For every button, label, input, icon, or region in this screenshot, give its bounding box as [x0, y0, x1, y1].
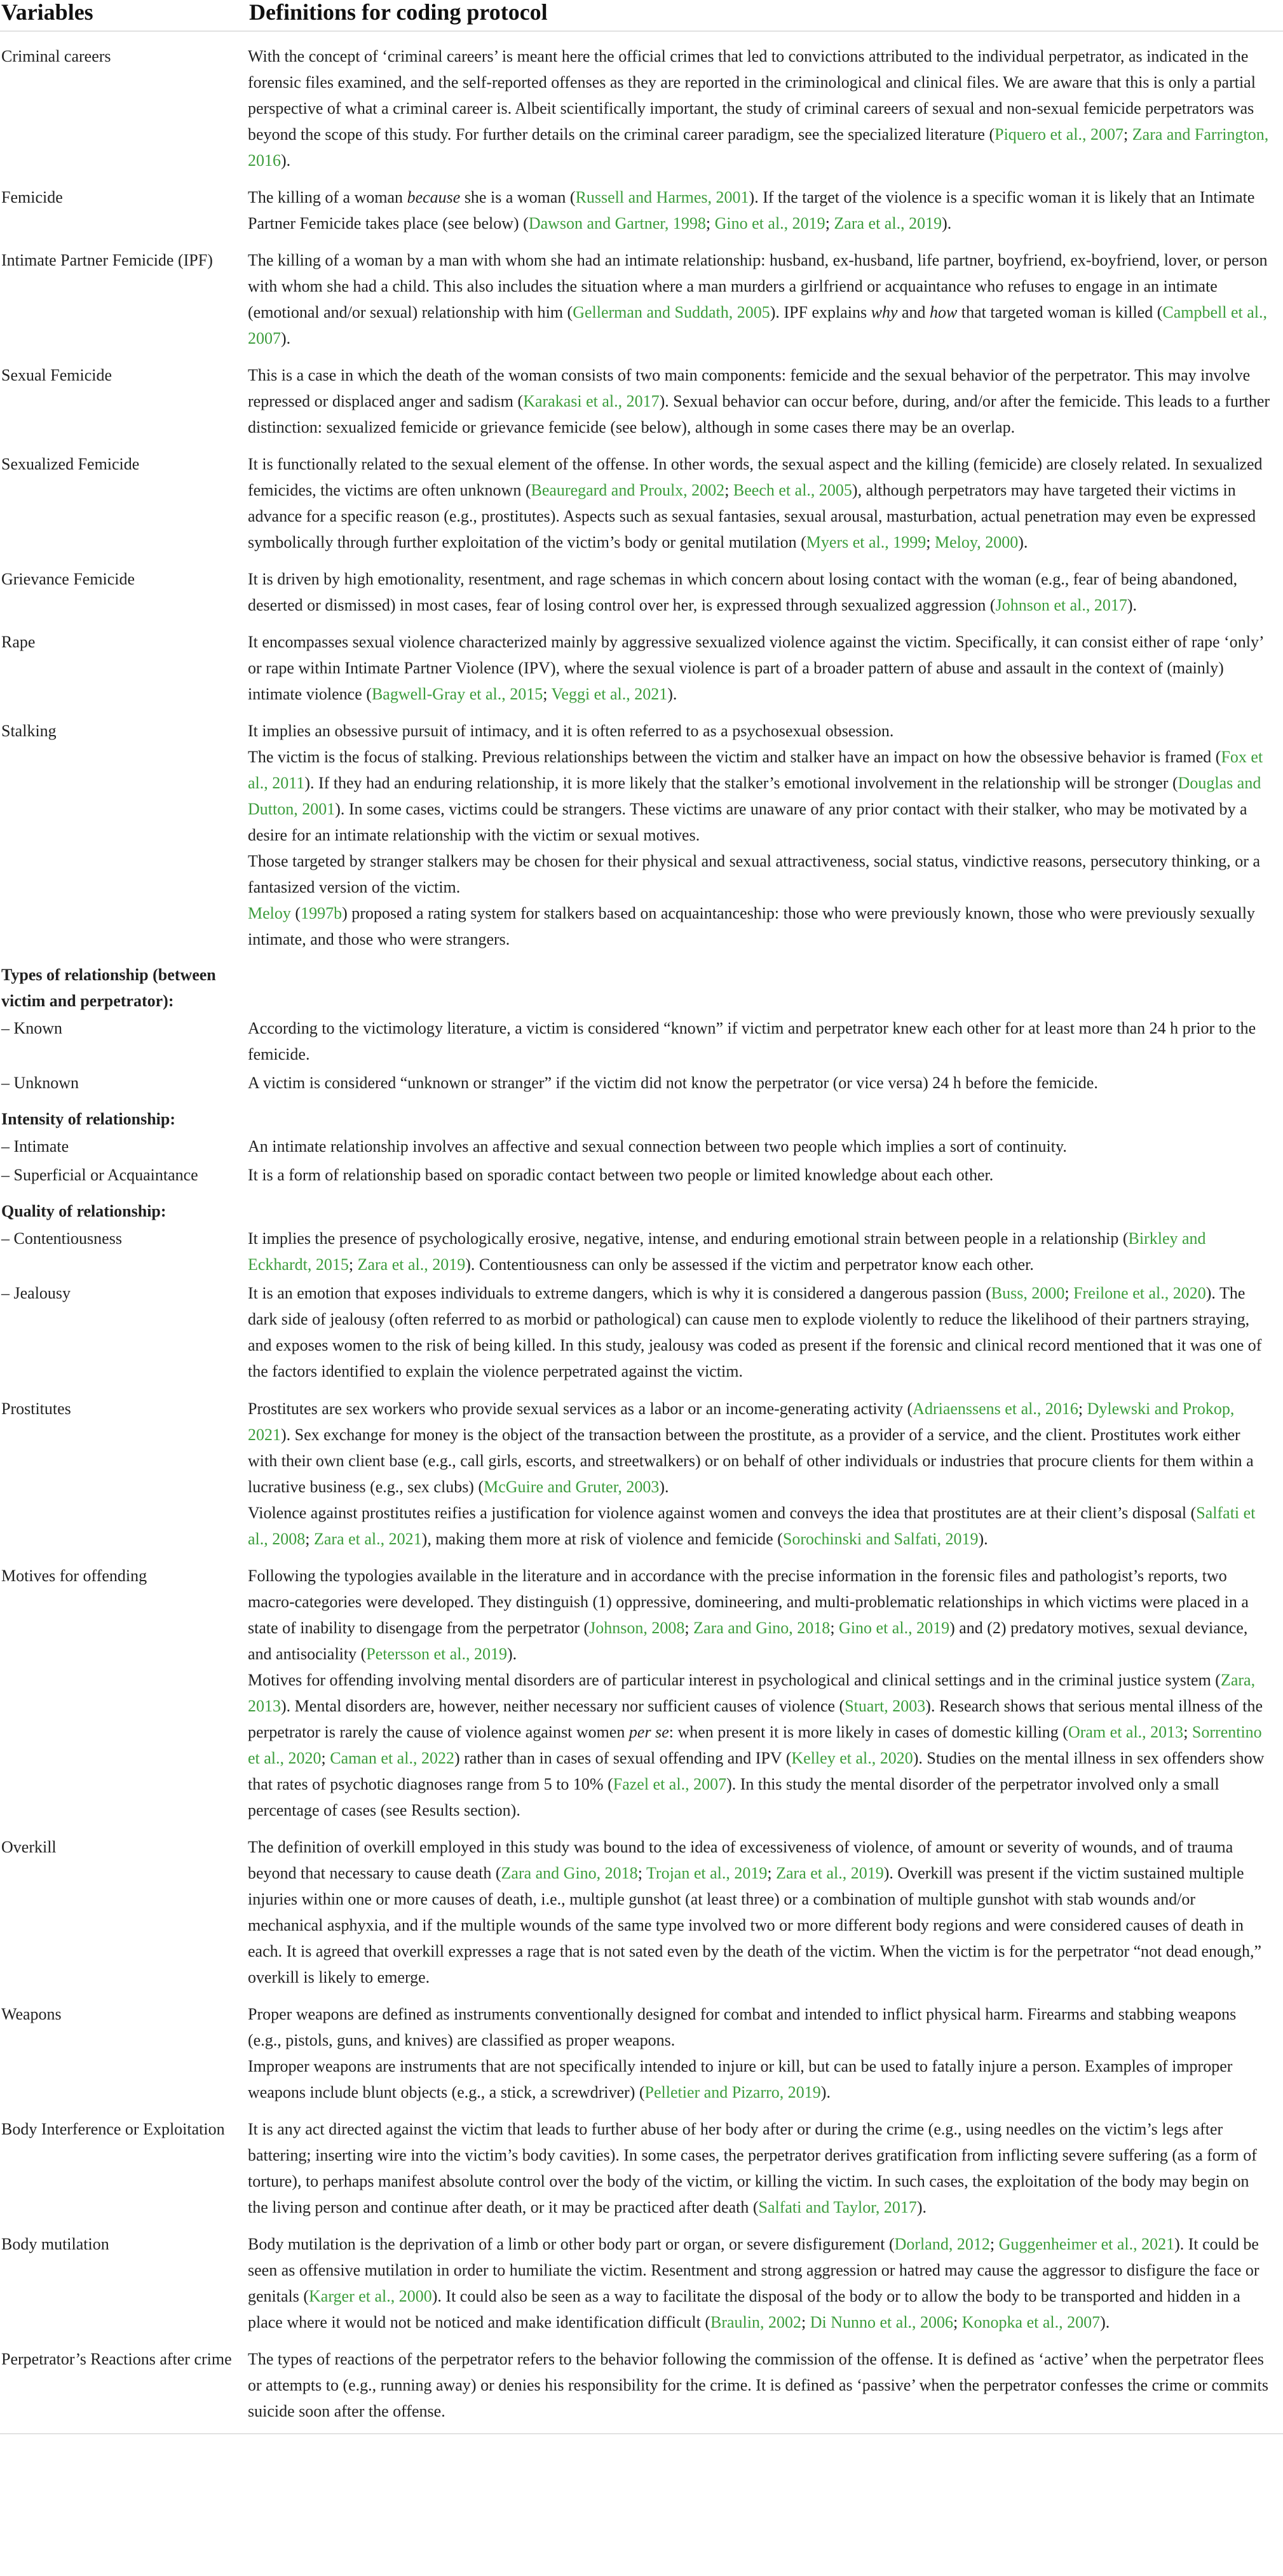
definition-cell [248, 356, 1283, 445]
definition-text: ). [667, 685, 677, 703]
variable-cell: Quality of relationship: [1, 1202, 166, 1220]
definition-paragraph [248, 1162, 1270, 1188]
definition-text: ). In this study the mental disorder of the perpetrator involved only a small percentage of cases (see Results section). [248, 1775, 1219, 1819]
definition-text: ). [1018, 533, 1028, 551]
table-row [0, 2340, 1283, 2434]
definition-cell [248, 241, 1283, 356]
definition-paragraph [248, 2346, 1270, 2424]
definition-text: ; [830, 1619, 839, 1637]
table-row [0, 445, 1283, 560]
emphasis-text: because [407, 188, 461, 206]
table-row [0, 1279, 1283, 1389]
citation-link[interactable]: Johnson et al., 2017 [995, 596, 1127, 614]
citation-link[interactable]: Johnson, 2008 [589, 1619, 685, 1637]
definition-text: Motives for offending involving mental disorders are of particular interest in psychological and clinical settings and in the criminal justice system ( [248, 1671, 1221, 1689]
table-row [0, 1161, 1283, 1193]
definition-paragraph [248, 362, 1270, 440]
definition-text: This is a case in which the death of the woman consists of two main components: femicide and the sexual behavior of the perpetrator. This may involve repressed or displaced anger and sadism ( [248, 366, 1251, 410]
definition-text: and [897, 303, 930, 321]
definition-paragraph [248, 1396, 1270, 1500]
definition-text: ). [942, 214, 952, 233]
variable-cell: – Jealousy [1, 1284, 71, 1302]
emphasis-text: how [930, 303, 958, 321]
variable-cell: Body mutilation [1, 2235, 109, 2253]
definition-text: The killing of a woman [248, 188, 407, 206]
citation-link[interactable]: Fox et al., 2011 [248, 748, 1263, 792]
citation-link[interactable]: Birkley and Eckhardt, 2015 [248, 1229, 1206, 1274]
citation-link[interactable]: Douglas and Dutton, 2001 [248, 774, 1261, 818]
definition-text: According to the victimology literature, a victim is considered “known” if victim and perpetrator knew each other for at least more than 24 h prior to the femicide. [248, 1019, 1256, 1063]
definition-text: ; [767, 1864, 777, 1882]
definition-paragraph [248, 848, 1270, 900]
definition-text: ). Sex exchange for money is the object of the transaction between the prostitute, as a provider of a service, and the client. Prostitutes work either with their own client base (e.g., call girls, escorts, and streetwalkers) or on behalf of other individuals or industries that procure clients for them within a lucrative business (e.g., sex clubs) ( [248, 1426, 1254, 1496]
table-row [0, 711, 1283, 957]
definition-text: ). Studies on the mental illness in sex offenders show that rates of psychotic diagnoses range from 5 to 10% ( [248, 1749, 1265, 1793]
definition-cell [248, 1132, 1283, 1161]
citation-link[interactable]: Zara and Gino, 2018 [693, 1619, 831, 1637]
definition-paragraph [248, 184, 1270, 236]
citation-link[interactable]: Sorrentino et al., 2020 [248, 1723, 1262, 1767]
definition-text: ; [926, 533, 935, 551]
definition-text: ). It could also be seen as a way to facilitate the disposal of the body or to allow the body to be transported and hidden in a place where it would not be noticed and make identification difficult ( [248, 2287, 1240, 2331]
definition-paragraph [248, 2231, 1270, 2335]
definition-paragraph [248, 1280, 1270, 1384]
definition-text: It implies an obsessive pursuit of intimacy, and it is often referred to as a psychosexual obsession. [248, 722, 894, 740]
definition-paragraph [248, 900, 1270, 952]
citation-link[interactable]: Karakasi et al., 2017 [523, 392, 660, 410]
definition-text: ), making them more at risk of violence and femicide ( [421, 1530, 783, 1548]
citation-link[interactable]: Zara et al., 2019 [834, 214, 942, 233]
definition-cell [248, 1389, 1283, 1556]
citation-link[interactable]: Salfati and Taylor, 2017 [758, 2198, 917, 2216]
definition-text: It is any act directed against the victim that leads to further abuse of her body after or during the crime (e.g., using needles on the victim’s legs after battering; inserting wire into the victim’s body cavities). In some cases, the perpetrator derives gratification from inflicting severe suffering (as a form of torture), to perhaps manifest absolute control over the body of the victim, or killing the victim. In such cases, the exploitation of the body may begin on the living person and continue after death, or it may be practiced after death ( [248, 2120, 1257, 2216]
variable-cell: Types of relationship (between victim and perpetrator): [1, 966, 216, 1010]
citation-link[interactable]: Di Nunno et al., 2006 [810, 2313, 954, 2331]
definition-cell [248, 2340, 1283, 2434]
definition-text: ; [825, 214, 834, 233]
citation-link[interactable]: Dawson and Gartner, 1998 [528, 214, 706, 233]
definition-cell [248, 957, 1283, 1014]
variable-cell: – Contentiousness [1, 1229, 122, 1248]
citation-link[interactable]: Russell and Harmes, 2001 [575, 188, 749, 206]
definition-paragraph [248, 451, 1270, 555]
definition-text: It is driven by high emotionality, resentment, and rage schemas in which concern about losing contact with the woman (e.g., fear of being abandoned, deserted or dismissed) in most cases, fear of losing control over her, is expressed through sexualized aggression ( [248, 570, 1238, 614]
variable-cell: – Intimate [1, 1137, 69, 1156]
definition-text: ). If the target of the violence is a specific woman it is likely that an Intimate Partner Femicide takes place (see below) ( [248, 188, 1255, 233]
table-row [0, 241, 1283, 356]
definition-text: ). [506, 1645, 517, 1663]
definition-paragraph [248, 1563, 1270, 1667]
definition-cell [248, 178, 1283, 241]
definition-cell [248, 31, 1283, 178]
definition-cell [248, 445, 1283, 560]
citation-link[interactable]: Adriaenssens et al., 2016 [913, 1399, 1078, 1418]
definition-text: ). [916, 2198, 927, 2216]
definition-text: ). It could be seen as offensive mutilation in order to humiliate the victim. Resentment and strong aggression or hatred may cause the aggressor to disfigure the face or genitals ( [248, 2235, 1259, 2305]
citation-link[interactable]: Karger et al., 2000 [309, 2287, 432, 2305]
definition-paragraph [248, 1225, 1270, 1278]
definition-text: It is a form of relationship based on sporadic contact between two people or limited knowledge about each other. [248, 1166, 994, 1184]
table-row [0, 1132, 1283, 1161]
citation-link[interactable]: Braulin, 2002 [710, 2313, 801, 2331]
definition-text: An intimate relationship involves an affective and sexual connection between two people which implies a sort of continuity. [248, 1137, 1067, 1156]
definition-text: ) and (2) predatory motives, sexual deviance, and antisociality ( [248, 1619, 1248, 1663]
table-row [0, 1556, 1283, 1828]
table-body [0, 31, 1283, 2434]
citation-link[interactable]: Dylewski and Prokop, 2021 [248, 1399, 1235, 1444]
definition-text: ). [1127, 596, 1137, 614]
citation-link[interactable]: Pelletier and Pizarro, 2019 [644, 2083, 821, 2101]
definition-text: ). In some cases, victims could be strangers. These victims are unaware of any prior contact with their stalker, who may be motivated by a desire for an intimate relationship with the victim or sexual motives. [248, 800, 1247, 844]
citation-link[interactable]: Meloy, 2000 [935, 533, 1019, 551]
table-row [0, 2225, 1283, 2340]
definition-text: Proper weapons are defined as instruments conventionally designed for combat and intended to inflict physical harm. Firearms and stabbing weapons (e.g., pistols, guns, and knives) are classified as proper weapons. [248, 2005, 1237, 2049]
definition-cell [248, 623, 1283, 711]
definition-text: ; [684, 1619, 694, 1637]
definition-text: It encompasses sexual violence characterized mainly by aggressive sexualized violence against the victim. Specifically, it can consist either of rape ‘only’ or rape within Intimate Partner Violence (IPV), where the sexual violence is part of a broader pattern of abuse and assault in the context of (mainly) intimate violence ( [248, 633, 1263, 703]
citation-link[interactable]: Piquero et al., 2007 [994, 125, 1124, 144]
emphasis-text: per se [628, 1723, 669, 1741]
citation-link[interactable]: Kelley et al., 2020 [791, 1749, 913, 1767]
definition-paragraph [248, 2116, 1270, 2220]
variable-cell: Overkill [1, 1838, 57, 1856]
variable-cell: Grievance Femicide [1, 570, 135, 588]
citation-link[interactable]: Gellerman and Suddath, 2005 [573, 303, 770, 321]
header-definitions: Definitions for coding protocol [248, 0, 1283, 31]
citation-link[interactable]: Gino et al., 2019 [714, 214, 825, 233]
definition-text: Prostitutes are sex workers who provide sexual services as a labor or an income-generating activity ( [248, 1399, 913, 1418]
citation-link[interactable]: Dorland, 2012 [894, 2235, 990, 2253]
citation-link[interactable]: Fazel et al., 2007 [613, 1775, 727, 1793]
definition-cell [248, 2225, 1283, 2340]
citation-link[interactable]: Zara and Gino, 2018 [501, 1864, 638, 1882]
definition-text: ; [543, 685, 552, 703]
definition-paragraph [248, 718, 1270, 744]
definition-text: It implies the presence of psychologically erosive, negative, intense, and enduring emotional strain between people in a relationship ( [248, 1229, 1129, 1248]
definition-cell [248, 1069, 1283, 1101]
definition-text: ) proposed a rating system for stalkers based on acquaintanceship: those who were previously known, those who were previously sexually intimate, and those who were strangers. [248, 904, 1255, 948]
definition-paragraph [248, 1500, 1270, 1552]
definition-text: ; [348, 1255, 358, 1274]
definition-cell [248, 1224, 1283, 1279]
definition-paragraph [248, 2053, 1270, 2105]
definition-text: The victim is the focus of stalking. Previous relationships between the victim and stalker have an impact on how the obsessive behavior is framed ( [248, 748, 1221, 766]
definition-text: The definition of overkill employed in this study was bound to the idea of excessiveness of violence, of amount or severity of wounds, and of trauma beyond that necessary to cause death ( [248, 1838, 1233, 1882]
citation-link[interactable]: 1997b [301, 904, 343, 922]
definition-text: ). Research shows that serious mental illness of the perpetrator is rarely the cause of violence against women [248, 1697, 1263, 1741]
definition-text: ). [659, 1478, 669, 1496]
definition-text: ). Mental disorders are, however, neither necessary nor sufficient causes of violence ( [281, 1697, 845, 1715]
variable-cell: Intimate Partner Femicide (IPF) [1, 251, 213, 269]
definition-text: It is functionally related to the sexual element of the offense. In other words, the sexual aspect and the killing (femicide) are closely related. In sexualized femicides, the victims are often unknown ( [248, 455, 1263, 499]
definition-text: Body mutilation is the deprivation of a limb or other body part or organ, or severe disfigurement ( [248, 2235, 895, 2253]
table-row [0, 623, 1283, 711]
definition-text: she is a woman ( [460, 188, 576, 206]
definition-text: ; [953, 2313, 962, 2331]
definition-paragraph [248, 1133, 1270, 1159]
table-row [0, 1828, 1283, 1995]
variable-cell: Criminal careers [1, 47, 111, 65]
variable-cell: – Unknown [1, 1074, 79, 1092]
definition-text: The killing of a woman by a man with whom she had an intimate relationship: husband, ex-husband, life partner, boyfriend, ex-boyfriend, lover, or person with whom she had a child. This also includes the situation where a man murders a girlfriend or acquaintance who refuses to engage in an intimate (emotional and/or sexual) relationship with him ( [248, 251, 1268, 321]
definition-paragraph [248, 1015, 1270, 1067]
variable-cell: Weapons [1, 2005, 62, 2023]
citation-link[interactable]: Trojan et al., 2019 [646, 1864, 768, 1882]
definition-text: ) rather than in cases of sexual offending and IPV ( [454, 1749, 792, 1767]
citation-link[interactable]: Beech et al., 2005 [733, 481, 852, 499]
definition-text: Those targeted by stranger stalkers may be chosen for their physical and sexual attractiveness, social status, vindictive reasons, persecutory thinking, or a fantasized version of the victim. [248, 852, 1260, 896]
definition-text: ( [290, 904, 301, 922]
definition-text: ; [637, 1864, 646, 1882]
table-row [0, 1014, 1283, 1069]
variable-cell: Intensity of relationship: [1, 1110, 175, 1128]
definition-text: ; [989, 2235, 999, 2253]
definition-paragraph [248, 2001, 1270, 2053]
definition-text: ). [1100, 2313, 1110, 2331]
citation-link[interactable]: Myers et al., 1999 [806, 533, 927, 551]
variable-cell: Body Interference or Exploitation [1, 2120, 225, 2138]
header-variables: Variables [0, 0, 248, 31]
definition-text: ; [1183, 1723, 1192, 1741]
definition-text: Violence against prostitutes reifies a justification for violence against women and conveys the idea that prostitutes are at their client’s disposal ( [248, 1504, 1197, 1522]
definition-text: Following the typologies available in the literature and in accordance with the precise information in the forensic files and pathologist’s reports, two macro-categories were developed. They distinguish (1) oppressive, domineering, and multi-problematic relationships in which victims were placed in a state of inability to disengage from the perpetrator ( [248, 1567, 1249, 1637]
table-header [0, 0, 1283, 31]
citation-link[interactable]: Stuart, 2003 [845, 1697, 926, 1715]
citation-link[interactable]: Zara et al., 2019 [357, 1255, 466, 1274]
definition-text: ). IPF explains [770, 303, 871, 321]
citation-link[interactable]: Sorochinski and Salfati, 2019 [782, 1530, 979, 1548]
table-row [0, 1995, 1283, 2110]
definition-text: ). Contentiousness can only be assessed if the victim and perpetrator know each other. [465, 1255, 1034, 1274]
definition-cell [248, 1193, 1283, 1224]
table-row [0, 356, 1283, 445]
variable-cell: – Known [1, 1019, 63, 1037]
definition-cell [248, 1995, 1283, 2110]
variable-cell: Perpetrator’s Reactions after crime [0, 2340, 248, 2434]
definition-cell [248, 1556, 1283, 1828]
definition-text: ; [305, 1530, 314, 1548]
citation-link[interactable]: Salfati et al., 2008 [248, 1504, 1256, 1548]
definition-text: ). If they had an enduring relationship, it is more likely that the stalker’s emotional involvement in the relationship will be stronger ( [304, 774, 1178, 792]
table-row [0, 1193, 1283, 1224]
table-row [0, 1389, 1283, 1556]
definition-text: that targeted woman is killed ( [957, 303, 1163, 321]
variable-cell: Sexual Femicide [1, 366, 112, 384]
definition-text: With the concept of ‘criminal careers’ is meant here the official crimes that led to convictions attributed to the individual perpetrator, as indicated in the forensic files examined, and the self-reported offenses as they are reported in the criminological and clinical files. We are aware that this is only a partial perspective of what a criminal career is. Albeit scientifically important, the study of criminal careers of sexual and non-sexual femicide perpetrators was beyond the scope of this study. For further details on the criminal career paradigm, see the specialized literature ( [248, 47, 1256, 144]
definition-paragraph [248, 566, 1270, 618]
definition-text: ). [820, 2083, 831, 2101]
definition-text: ). [978, 1530, 988, 1548]
citation-link[interactable]: Caman et al., 2022 [330, 1749, 454, 1767]
citation-link[interactable]: Freilone et al., 2020 [1073, 1284, 1206, 1302]
definition-text: ; [321, 1749, 330, 1767]
definition-text: ; [1123, 125, 1132, 144]
variable-cell: Rape [1, 633, 36, 651]
citation-link[interactable]: Petersson et al., 2019 [366, 1645, 507, 1663]
variable-cell: – Superficial or Acquaintance [1, 1166, 198, 1184]
header-row [0, 0, 1283, 31]
definition-paragraph [248, 43, 1270, 173]
table-row [0, 1224, 1283, 1279]
definition-cell [248, 1101, 1283, 1132]
definition-cell [248, 1828, 1283, 1995]
variable-cell: Stalking [1, 722, 57, 740]
definition-cell [248, 1279, 1283, 1389]
citation-link[interactable]: Bagwell-Gray et al., 2015 [371, 685, 543, 703]
citation-link[interactable]: Guggenheimer et al., 2021 [998, 2235, 1175, 2253]
table-row [0, 2110, 1283, 2225]
definition-cell [248, 1014, 1283, 1069]
definition-text: ). [281, 329, 291, 347]
citation-link[interactable]: Beauregard and Proulx, 2002 [531, 481, 725, 499]
definition-cell [248, 560, 1283, 623]
variable-cell: Motives for offending [1, 1567, 147, 1585]
definition-paragraph [248, 629, 1270, 707]
variable-cell: Prostitutes [1, 1399, 71, 1418]
definition-text: ; [724, 481, 733, 499]
table-row [0, 560, 1283, 623]
definition-text: ), although perpetrators may have targeted their victims in advance for a specific reason (e.g., prostitutes). Aspects such as sexual fantasies, sexual arousal, masturbation, actual penetration may even be expressed symbolically through further exploitation of the victim’s body or genital mutilation ( [248, 481, 1256, 551]
definition-paragraph [248, 1070, 1270, 1096]
citation-link[interactable]: Meloy [248, 904, 291, 922]
definition-text: ). Overkill was present if the victim sustained multiple injuries within one or more causes of death, i.e., multiple gunshot (at least three) or a combination of multiple gunshot with stab wounds and/or mechanical asphyxia, and if the multiple wounds of the same type involved two or more different body regions and were considered causes of death in each. It is agreed that overkill expresses a rage that is not sated even by the death of the victim. When the victim is for the perpetrator “not dead enough,” overkill is likely to emerge. [248, 1864, 1262, 1986]
citation-link[interactable]: Zara and Farrington, 2016 [248, 125, 1269, 170]
citation-link[interactable]: Zara et al., 2021 [314, 1530, 422, 1548]
definition-text: : when present it is more likely in cases of domestic killing ( [669, 1723, 1068, 1741]
variable-cell: Sexualized Femicide [1, 455, 140, 473]
definition-paragraph [248, 1667, 1270, 1823]
definition-text: A victim is considered “unknown or stranger” if the victim did not know the perpetrator (or vice versa) 24 h before the femicide. [248, 1074, 1098, 1092]
citation-link[interactable]: Gino et al., 2019 [839, 1619, 950, 1637]
table-row [0, 957, 1283, 1014]
definition-paragraph [248, 247, 1270, 351]
definition-text: ). Sexual behavior can occur before, during, and/or after the femicide. This leads to a further distinction: sexualized femicide or grievance femicide (see below), although in some cases there may be an overlap. [248, 392, 1270, 436]
table-row [0, 31, 1283, 178]
definition-text: ; [1078, 1399, 1087, 1418]
definition-cell [248, 2110, 1283, 2225]
definition-text: It is an emotion that exposes individuals to extreme dangers, which is why it is considered a dangerous passion ( [248, 1284, 991, 1302]
table-row [0, 1069, 1283, 1101]
citation-link[interactable]: Buss, 2000 [991, 1284, 1065, 1302]
table-row [0, 178, 1283, 241]
variable-cell: Femicide [1, 188, 63, 206]
emphasis-text: why [871, 303, 898, 321]
definition-text: ; [801, 2313, 810, 2331]
definition-cell [248, 711, 1283, 957]
table-row [0, 1101, 1283, 1132]
definition-cell [248, 1161, 1283, 1193]
citation-link[interactable]: McGuire and Gruter, 2003 [484, 1478, 660, 1496]
definition-paragraph [248, 744, 1270, 848]
citation-link[interactable]: Zara, 2013 [248, 1671, 1256, 1715]
citation-link[interactable]: Veggi et al., 2021 [551, 685, 668, 703]
definition-paragraph [248, 1834, 1270, 1990]
citation-link[interactable]: Campbell et al., 2007 [248, 303, 1268, 347]
definition-text: Improper weapons are instruments that are not specifically intended to injure or kill, but can be used to fatally injure a person. Examples of improper weapons include blunt objects (e.g., a stick, a screwdriver) ( [248, 2057, 1233, 2101]
definition-text: The types of reactions of the perpetrator refers to the behavior following the commission of the offense. It is defined as ‘active’ when the perpetrator flees or attempts to (e.g., running away) or denies his responsibility for the crime. It is defined as ‘passive’ when the perpetrator confesses the crime or commits suicide soon after the offense. [248, 2350, 1268, 2420]
citation-link[interactable]: Zara et al., 2019 [776, 1864, 884, 1882]
definition-text: ; [1064, 1284, 1074, 1302]
citation-link[interactable]: Konopka et al., 2007 [961, 2313, 1101, 2331]
definition-text: ). [281, 151, 291, 170]
definition-text: ). The dark side of jealousy (often referred to as morbid or pathological) can cause men to explode violently to reduce the likelihood of their partners straying, and exposes women to the risk of being killed. In this study, jealousy was coded as present if the forensic and clinical record mentioned that it was one of the factors identified to explain the violence perpetrated against the victim. [248, 1284, 1262, 1380]
citation-link[interactable]: Oram et al., 2013 [1068, 1723, 1184, 1741]
definition-text: ; [705, 214, 715, 233]
